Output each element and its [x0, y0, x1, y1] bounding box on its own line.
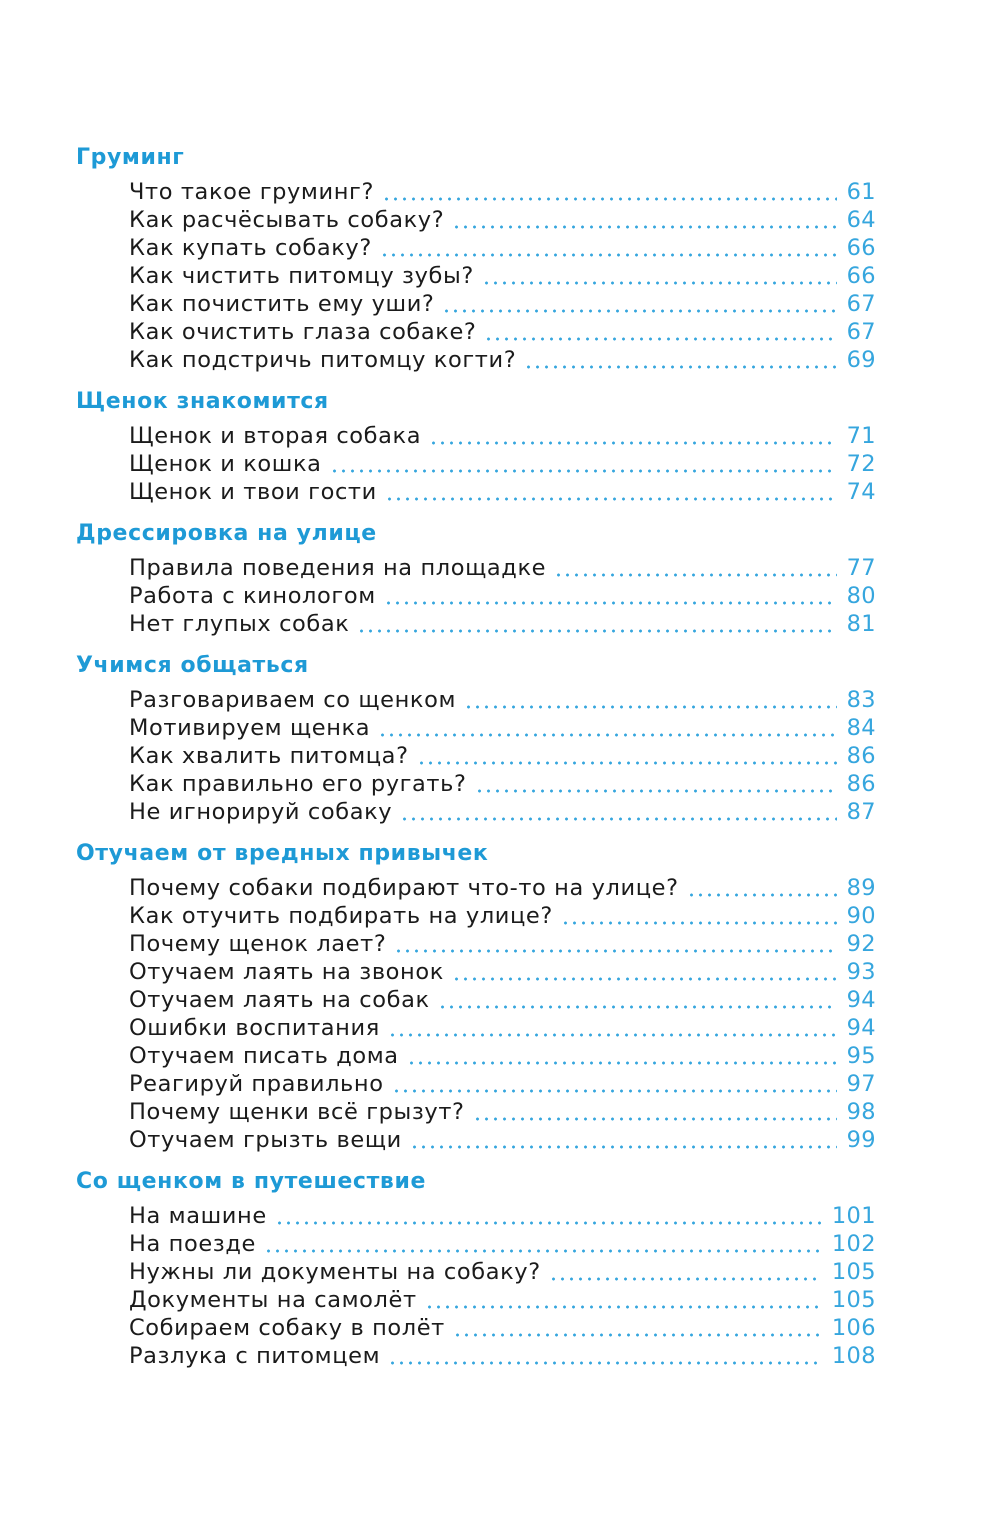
dot-leader: [388, 1360, 822, 1366]
entry-title: Щенок и вторая собака: [129, 423, 422, 449]
toc-entry[interactable]: [129, 1202, 876, 1230]
dot-leader: [357, 628, 836, 634]
dot-leader: [378, 732, 836, 738]
section-heading: Щенок знакомится: [76, 389, 329, 414]
page-number: 66: [846, 263, 876, 289]
dot-leader: [429, 440, 836, 446]
toc-entry[interactable]: [129, 290, 876, 318]
toc-entry[interactable]: [129, 478, 876, 506]
page-number: 94: [846, 1015, 876, 1041]
toc-entry[interactable]: [129, 234, 876, 262]
toc-section: [76, 142, 876, 374]
dot-leader: [475, 788, 837, 794]
entry-title: Как купать собаку?: [129, 235, 372, 261]
section-entries: [76, 178, 876, 374]
page-number: 101: [831, 1203, 876, 1229]
entry-title: Отучаем лаять на звонок: [129, 959, 444, 985]
dot-leader: [392, 1088, 837, 1094]
toc-entry[interactable]: [129, 798, 876, 826]
entry-title: Собираем собаку в полёт: [129, 1315, 445, 1341]
toc-entry[interactable]: [129, 714, 876, 742]
section-entries: [76, 1202, 876, 1370]
dot-leader: [438, 1004, 837, 1010]
entry-title: Как чистить питомцу зубы?: [129, 263, 474, 289]
toc-entry[interactable]: [129, 1042, 876, 1070]
page-number: 84: [846, 715, 876, 741]
page-number: 108: [831, 1343, 876, 1369]
page-number: 89: [846, 875, 876, 901]
dot-leader: [275, 1220, 822, 1226]
entry-title: Как хвалить питомца?: [129, 743, 409, 769]
dot-leader: [442, 308, 836, 314]
page-number: 71: [846, 423, 876, 449]
dot-leader: [417, 760, 837, 766]
toc-section: [76, 386, 876, 506]
section-heading: Дрессировка на улице: [76, 521, 377, 546]
toc-entry[interactable]: [129, 422, 876, 450]
section-entries: [76, 554, 876, 638]
entry-title: Как подстричь питомцу когти?: [129, 347, 517, 373]
toc-entry[interactable]: [129, 450, 876, 478]
entry-title: Работа с кинологом: [129, 583, 376, 609]
entry-title: Как отучить подбирать на улице?: [129, 903, 553, 929]
toc-entry[interactable]: [129, 1342, 876, 1370]
toc-entry[interactable]: [129, 902, 876, 930]
dot-leader: [452, 224, 836, 230]
section-entries: [76, 874, 876, 1154]
page-number: 80: [846, 583, 876, 609]
dot-leader: [384, 600, 837, 606]
section-heading: Груминг: [76, 145, 185, 170]
toc-entry[interactable]: [129, 1286, 876, 1314]
entry-title: Как очистить глаза собаке?: [129, 319, 477, 345]
page-number: 66: [846, 235, 876, 261]
toc-entry[interactable]: [129, 206, 876, 234]
entry-title: Отучаем писать дома: [129, 1043, 399, 1069]
toc-entry[interactable]: [129, 554, 876, 582]
entry-title: На поезде: [129, 1231, 256, 1257]
dot-leader: [482, 280, 837, 286]
dot-leader: [382, 196, 837, 202]
page-number: 94: [846, 987, 876, 1013]
page-number: 87: [846, 799, 876, 825]
entry-title: Ошибки воспитания: [129, 1015, 380, 1041]
dot-leader: [473, 1116, 837, 1122]
dot-leader: [464, 704, 837, 710]
entry-title: Реагируй правильно: [129, 1071, 384, 1097]
toc-section: [76, 1166, 876, 1370]
dot-leader: [410, 1144, 837, 1150]
page-number: 93: [846, 959, 876, 985]
entry-title: Отучаем грызть вещи: [129, 1127, 402, 1153]
page-number: 69: [846, 347, 876, 373]
entry-title: Как почистить ему уши?: [129, 291, 435, 317]
page-number: 77: [846, 555, 876, 581]
page-number: 61: [846, 179, 876, 205]
toc-entry[interactable]: [129, 346, 876, 374]
toc-entry[interactable]: [129, 1014, 876, 1042]
entry-title: Что такое груминг?: [129, 179, 374, 205]
dot-leader: [561, 920, 837, 926]
page-number: 83: [846, 687, 876, 713]
section-entries: [76, 422, 876, 506]
page-number: 86: [846, 743, 876, 769]
dot-leader: [385, 496, 837, 502]
entry-title: Мотивируем щенка: [129, 715, 371, 741]
dot-leader: [394, 948, 836, 954]
toc-entry[interactable]: [129, 686, 876, 714]
page-number: 81: [846, 611, 876, 637]
dot-leader: [453, 1332, 822, 1338]
entry-title: На машине: [129, 1203, 267, 1229]
toc-entry[interactable]: [129, 1126, 876, 1154]
page-number: 67: [846, 291, 876, 317]
entry-title: Как расчёсывать собаку?: [129, 207, 445, 233]
entry-title: Как правильно его ругать?: [129, 771, 467, 797]
page-number: 90: [846, 903, 876, 929]
entry-title: Разговариваем со щенком: [129, 687, 457, 713]
toc-entry[interactable]: [129, 1258, 876, 1286]
page-number: 72: [846, 451, 876, 477]
toc-entry[interactable]: [129, 874, 876, 902]
entry-title: Правила поведения на площадке: [129, 555, 547, 581]
toc-section: [76, 518, 876, 638]
toc-section: [76, 650, 876, 826]
table-of-contents: [76, 142, 876, 1370]
toc-entry[interactable]: [129, 930, 876, 958]
dot-leader: [330, 468, 837, 474]
dot-leader: [687, 892, 837, 898]
section-entries: [76, 686, 876, 826]
toc-entry[interactable]: [129, 742, 876, 770]
entry-title: Документы на самолёт: [129, 1287, 417, 1313]
page-number: 97: [846, 1071, 876, 1097]
page-number: 95: [846, 1043, 876, 1069]
toc-entry[interactable]: [129, 582, 876, 610]
section-heading: Учимся общаться: [76, 653, 309, 678]
toc-entry[interactable]: [129, 1098, 876, 1126]
page-number: 102: [831, 1231, 876, 1257]
toc-entry[interactable]: [129, 318, 876, 346]
entry-title: Не игнорируй собаку: [129, 799, 393, 825]
page-number: 106: [831, 1315, 876, 1341]
toc-entry[interactable]: [129, 178, 876, 206]
dot-leader: [264, 1248, 822, 1254]
toc-entry[interactable]: [129, 1070, 876, 1098]
toc-entry[interactable]: [129, 958, 876, 986]
toc-entry[interactable]: [129, 1230, 876, 1258]
dot-leader: [452, 976, 837, 982]
section-heading: Со щенком в путешествие: [76, 1169, 426, 1194]
dot-leader: [425, 1304, 822, 1310]
toc-entry[interactable]: [129, 770, 876, 798]
section-heading: Отучаем от вредных привычек: [76, 841, 489, 866]
dot-leader: [407, 1060, 837, 1066]
entry-title: Щенок и твои гости: [129, 479, 377, 505]
dot-leader: [400, 816, 836, 822]
page-number: 105: [831, 1287, 876, 1313]
page-number: 105: [831, 1259, 876, 1285]
dot-leader: [549, 1276, 822, 1282]
dot-leader: [554, 572, 836, 578]
page-number: 67: [846, 319, 876, 345]
entry-title: Почему собаки подбирают что-то на улице?: [129, 875, 679, 901]
entry-title: Щенок и кошка: [129, 451, 322, 477]
toc-entry[interactable]: [129, 986, 876, 1014]
page-number: 98: [846, 1099, 876, 1125]
dot-leader: [484, 336, 836, 342]
page-number: 74: [846, 479, 876, 505]
toc-section: [76, 838, 876, 1154]
page-number: 99: [846, 1127, 876, 1153]
dot-leader: [388, 1032, 837, 1038]
entry-title: Разлука с питомцем: [129, 1343, 381, 1369]
entry-title: Отучаем лаять на собак: [129, 987, 430, 1013]
entry-title: Почему щенки всё грызут?: [129, 1099, 465, 1125]
dot-leader: [524, 364, 836, 370]
toc-entry[interactable]: [129, 1314, 876, 1342]
page-number: 86: [846, 771, 876, 797]
entry-title: Нет глупых собак: [129, 611, 350, 637]
page-number: 92: [846, 931, 876, 957]
toc-entry[interactable]: [129, 610, 876, 638]
entry-title: Нужны ли документы на собаку?: [129, 1259, 541, 1285]
page-number: 64: [846, 207, 876, 233]
dot-leader: [380, 252, 837, 258]
entry-title: Почему щенок лает?: [129, 931, 387, 957]
toc-entry[interactable]: [129, 262, 876, 290]
